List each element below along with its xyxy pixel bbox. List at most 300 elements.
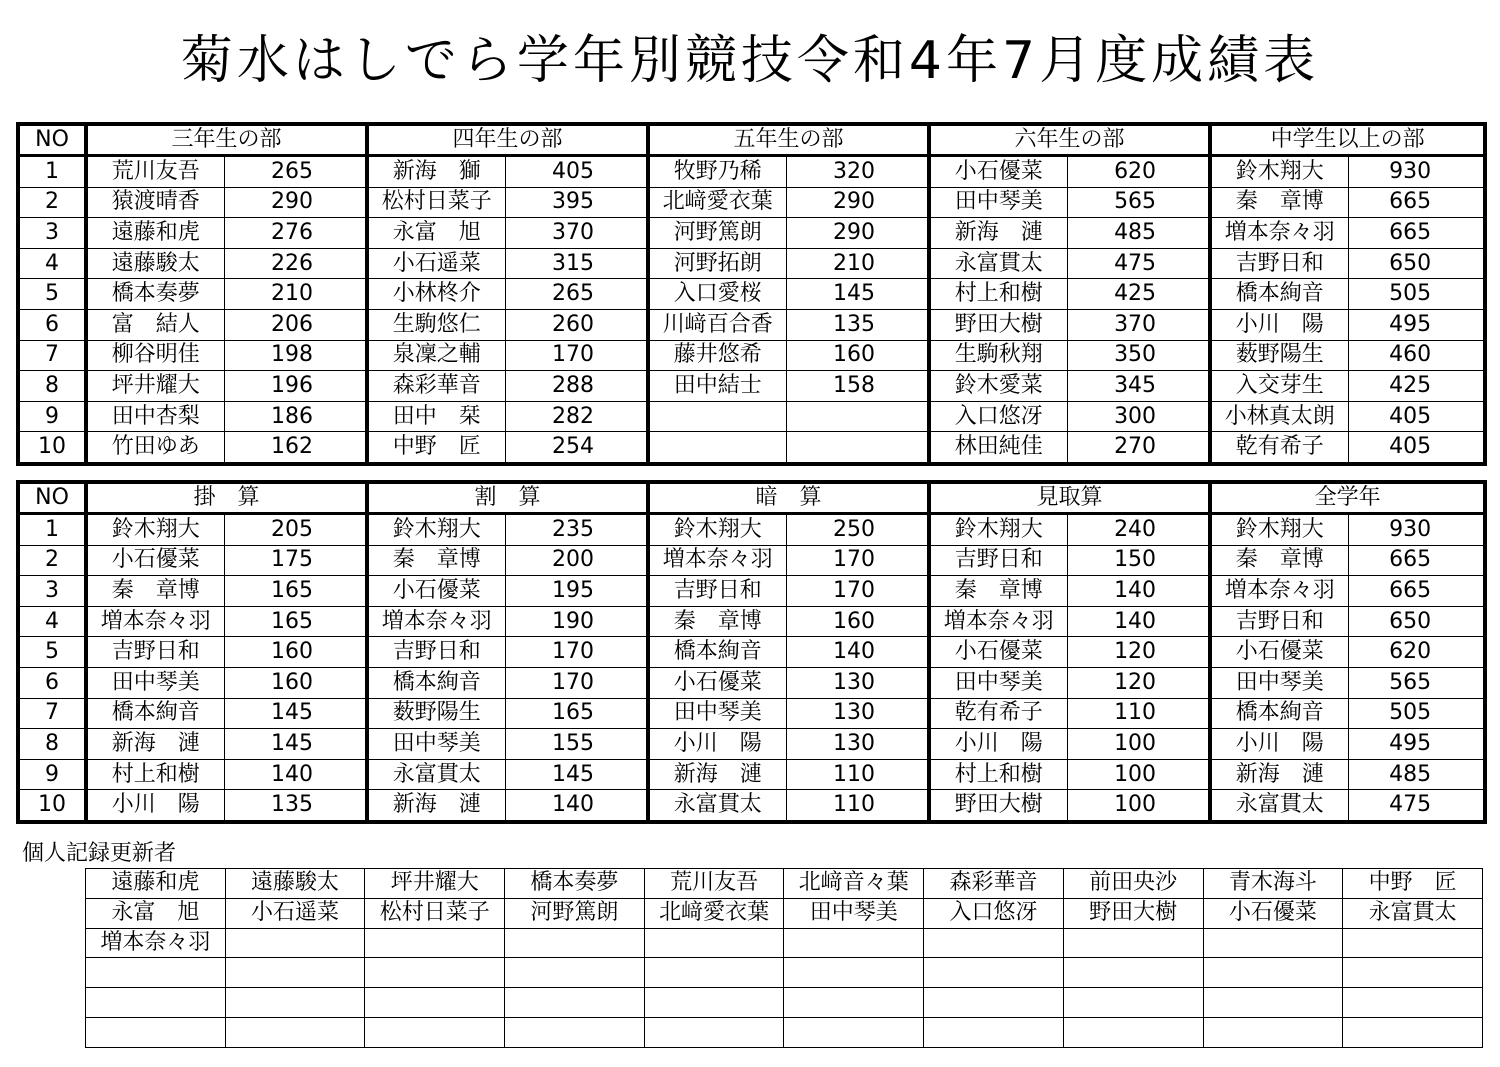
score-cell: 190 [505,606,648,637]
score-cell: 665 [1348,218,1485,249]
rank-number: 7 [18,698,86,729]
record-name-cell [924,1017,1064,1047]
rank-number: 7 [18,340,86,371]
score-cell: 160 [224,637,367,668]
rank-number: 6 [18,667,86,698]
event-ranking-table [16,480,1487,824]
score-cell: 665 [1348,187,1485,218]
record-name-cell [924,988,1064,1018]
name-cell: 新海 漣 [86,729,224,760]
score-cell: 930 [1348,514,1485,546]
score-cell: 370 [1067,309,1210,340]
table-row [18,790,1485,822]
name-cell: 鈴木翔大 [929,514,1067,546]
record-name-cell: 北﨑音々葉 [784,869,924,899]
score-cell: 186 [224,401,367,432]
name-cell: 吉野日和 [648,576,786,607]
records-label: 個人記録更新者 [22,841,177,866]
record-name-cell [784,958,924,988]
name-cell: 中野 匠 [367,432,505,464]
record-name-cell [644,988,784,1018]
record-name-cell [225,928,365,958]
record-name-cell [1063,1017,1203,1047]
name-cell: 永富貫太 [648,790,786,822]
table-row [18,698,1485,729]
no-header: NO [18,124,86,156]
record-name-cell [1063,988,1203,1018]
score-cell: 175 [224,545,367,576]
name-cell: 松村日菜子 [367,187,505,218]
name-cell: 田中 栞 [367,401,505,432]
name-cell: 田中琴美 [1210,667,1348,698]
score-cell: 206 [224,309,367,340]
name-cell: 竹田ゆあ [86,432,224,464]
name-cell: 小石優菜 [367,576,505,607]
record-name-cell: 野田大樹 [1063,898,1203,928]
record-name-cell [1203,928,1343,958]
score-cell: 270 [1067,432,1210,464]
table-row [18,545,1485,576]
record-name-cell [1203,958,1343,988]
name-cell: 田中杏梨 [86,401,224,432]
record-name-cell [784,1017,924,1047]
section-header: 全学年 [1210,482,1485,514]
score-cell: 320 [786,156,929,188]
name-cell: 増本奈々羽 [1210,218,1348,249]
record-row [86,958,1483,988]
record-name-cell [505,1017,645,1047]
score-cell: 145 [786,279,929,310]
record-name-cell [1343,988,1483,1018]
record-name-cell: 永富貫太 [1343,898,1483,928]
name-cell: 猿渡晴香 [86,187,224,218]
record-name-cell: 坪井耀大 [365,869,505,899]
table-row [18,340,1485,371]
name-cell: 小川 陽 [929,729,1067,760]
score-cell: 485 [1348,759,1485,790]
score-cell: 135 [786,309,929,340]
record-name-cell [1343,928,1483,958]
name-cell: 林田純佳 [929,432,1067,464]
name-cell: 吉野日和 [86,637,224,668]
rank-number: 10 [18,432,86,464]
name-cell: 小林真太朗 [1210,401,1348,432]
score-cell: 110 [1067,698,1210,729]
score-cell: 130 [786,667,929,698]
name-cell: 村上和樹 [86,759,224,790]
name-cell: 増本奈々羽 [86,606,224,637]
name-cell: 北﨑愛衣葉 [648,187,786,218]
score-cell: 650 [1348,606,1485,637]
record-name-cell [1343,1017,1483,1047]
record-name-cell [86,988,226,1018]
record-name-cell [225,988,365,1018]
section-header: 割 算 [367,482,648,514]
score-cell: 145 [224,698,367,729]
score-cell: 425 [1067,279,1210,310]
rank-number: 8 [18,371,86,402]
name-cell [648,432,786,464]
record-name-cell: 橋本奏夢 [505,869,645,899]
name-cell: 橋本絢音 [1210,279,1348,310]
score-cell: 265 [224,156,367,188]
rank-number: 6 [18,309,86,340]
score-cell: 300 [1067,401,1210,432]
name-cell: 秦 章博 [929,576,1067,607]
name-cell: 小川 陽 [1210,729,1348,760]
rank-number: 9 [18,759,86,790]
score-cell: 665 [1348,545,1485,576]
score-cell: 135 [224,790,367,822]
name-cell: 遠藤駿太 [86,248,224,279]
score-cell: 210 [224,279,367,310]
name-cell: 増本奈々羽 [367,606,505,637]
score-cell: 165 [505,698,648,729]
page-title: 菊水はしでら学年別競技令和4年7月度成績表 [180,31,1320,91]
table-row [18,514,1485,546]
name-cell: 牧野乃稀 [648,156,786,188]
section-header: 暗 算 [648,482,929,514]
section-header: 中学生以上の部 [1210,124,1485,156]
score-cell: 265 [505,279,648,310]
table-row [18,279,1485,310]
score-cell: 276 [224,218,367,249]
name-cell: 村上和樹 [929,759,1067,790]
name-cell: 橋本絢音 [86,698,224,729]
score-cell: 475 [1348,790,1485,822]
score-cell: 130 [786,698,929,729]
score-cell: 290 [224,187,367,218]
record-name-cell [505,988,645,1018]
score-cell: 505 [1348,279,1485,310]
score-cell: 226 [224,248,367,279]
rank-number: 3 [18,218,86,249]
section-header: 五年生の部 [648,124,929,156]
record-name-cell [1203,988,1343,1018]
name-cell: 橋本奏夢 [86,279,224,310]
name-cell: 河野拓朗 [648,248,786,279]
score-cell: 165 [224,606,367,637]
record-name-cell [225,1017,365,1047]
score-cell: 140 [505,790,648,822]
name-cell: 小川 陽 [1210,309,1348,340]
score-cell: 565 [1348,667,1485,698]
name-cell: 田中琴美 [929,187,1067,218]
table-row [18,248,1485,279]
record-name-cell [1063,958,1203,988]
score-cell: 930 [1348,156,1485,188]
record-row [86,1017,1483,1047]
name-cell: 荒川友吾 [86,156,224,188]
score-cell: 100 [1067,759,1210,790]
name-cell [648,401,786,432]
table-row [18,576,1485,607]
table-row [18,218,1485,249]
rank-number: 1 [18,156,86,188]
name-cell: 小石遥菜 [367,248,505,279]
score-cell: 665 [1348,576,1485,607]
score-cell [786,432,929,464]
table-row [18,156,1485,188]
score-cell: 196 [224,371,367,402]
name-cell: 坪井耀大 [86,371,224,402]
rank-number: 4 [18,606,86,637]
score-cell: 282 [505,401,648,432]
name-cell: 秦 章博 [1210,545,1348,576]
record-name-cell: 北﨑愛衣葉 [644,898,784,928]
grade-ranking-table [16,122,1487,466]
record-name-cell [505,928,645,958]
score-cell: 425 [1348,371,1485,402]
header-row [18,124,1485,156]
name-cell: 小川 陽 [86,790,224,822]
record-name-cell [365,988,505,1018]
name-cell: 橋本絢音 [648,637,786,668]
table-row [18,729,1485,760]
name-cell: 野田大樹 [929,790,1067,822]
record-name-cell [86,958,226,988]
table-row [18,432,1485,464]
record-row [86,988,1483,1018]
record-name-cell [365,958,505,988]
record-name-cell: 入口悠冴 [924,898,1064,928]
record-name-cell [644,928,784,958]
score-cell: 405 [1348,432,1485,464]
score-cell: 620 [1348,637,1485,668]
score-cell: 620 [1067,156,1210,188]
record-row [86,869,1483,899]
record-name-cell: 永富 旭 [86,898,226,928]
name-cell: 野田大樹 [929,309,1067,340]
table-row [18,667,1485,698]
name-cell: 鈴木翔大 [648,514,786,546]
name-cell: 田中琴美 [86,667,224,698]
name-cell: 田中琴美 [929,667,1067,698]
score-cell: 160 [786,606,929,637]
score-cell: 235 [505,514,648,546]
record-name-cell: 森彩華音 [924,869,1064,899]
name-cell: 田中結士 [648,371,786,402]
record-name-cell [365,1017,505,1047]
score-cell: 200 [505,545,648,576]
score-cell: 155 [505,729,648,760]
score-cell: 505 [1348,698,1485,729]
name-cell: 遠藤和虎 [86,218,224,249]
name-cell: 小石優菜 [648,667,786,698]
score-cell: 240 [1067,514,1210,546]
rank-number: 9 [18,401,86,432]
rank-number: 5 [18,637,86,668]
score-cell: 140 [224,759,367,790]
score-cell: 145 [224,729,367,760]
record-name-cell: 遠藤駿太 [225,869,365,899]
record-name-cell [505,958,645,988]
table-row [18,309,1485,340]
name-cell: 入口悠冴 [929,401,1067,432]
score-cell: 250 [786,514,929,546]
record-row [86,928,1483,958]
section-header: 三年生の部 [86,124,367,156]
name-cell: 秦 章博 [648,606,786,637]
score-cell: 140 [1067,576,1210,607]
record-name-cell: 前田央沙 [1063,869,1203,899]
score-cell: 315 [505,248,648,279]
name-cell: 小石優菜 [929,637,1067,668]
score-cell: 350 [1067,340,1210,371]
name-cell: 永富 旭 [367,218,505,249]
record-name-cell: 遠藤和虎 [86,869,226,899]
record-name-cell [644,1017,784,1047]
score-cell: 140 [786,637,929,668]
score-cell: 120 [1067,667,1210,698]
section-header: 掛 算 [86,482,367,514]
score-cell: 110 [786,790,929,822]
score-cell: 170 [505,637,648,668]
name-cell: 増本奈々羽 [1210,576,1348,607]
record-name-cell [365,928,505,958]
score-cell [786,401,929,432]
record-name-cell [644,958,784,988]
score-cell: 395 [505,187,648,218]
section-header: 見取算 [929,482,1210,514]
name-cell: 入口愛桜 [648,279,786,310]
name-cell: 小石優菜 [86,545,224,576]
no-header: NO [18,482,86,514]
name-cell: 新海 漣 [367,790,505,822]
name-cell: 小石優菜 [929,156,1067,188]
score-cell: 565 [1067,187,1210,218]
score-cell: 495 [1348,729,1485,760]
name-cell: 生駒秋翔 [929,340,1067,371]
record-holders-table [85,868,1483,1048]
record-name-cell [1343,958,1483,988]
rank-number: 3 [18,576,86,607]
name-cell: 新海 獅 [367,156,505,188]
score-cell: 100 [1067,790,1210,822]
table-row [18,606,1485,637]
score-cell: 120 [1067,637,1210,668]
name-cell: 増本奈々羽 [929,606,1067,637]
name-cell: 藤井悠希 [648,340,786,371]
name-cell: 乾有希子 [929,698,1067,729]
name-cell: 生駒悠仁 [367,309,505,340]
name-cell: 増本奈々羽 [648,545,786,576]
name-cell: 吉野日和 [1210,248,1348,279]
rank-number: 4 [18,248,86,279]
score-cell: 170 [505,667,648,698]
score-cell: 150 [1067,545,1210,576]
score-cell: 288 [505,371,648,402]
name-cell: 小林柊介 [367,279,505,310]
name-cell: 鈴木愛菜 [929,371,1067,402]
score-cell: 260 [505,309,648,340]
score-cell: 170 [786,545,929,576]
record-name-cell: 増本奈々羽 [86,928,226,958]
name-cell: 小石優菜 [1210,637,1348,668]
name-cell: 吉野日和 [1210,606,1348,637]
name-cell: 新海 漣 [648,759,786,790]
score-cell: 145 [505,759,648,790]
rank-number: 8 [18,729,86,760]
record-name-cell [225,958,365,988]
name-cell: 鈴木翔大 [1210,156,1348,188]
table-row [18,759,1485,790]
score-cell: 210 [786,248,929,279]
record-name-cell [86,1017,226,1047]
name-cell: 乾有希子 [1210,432,1348,464]
name-cell: 泉凜之輔 [367,340,505,371]
score-cell: 170 [505,340,648,371]
record-name-cell [924,928,1064,958]
section-header: 六年生の部 [929,124,1210,156]
name-cell: 田中琴美 [648,698,786,729]
score-cell: 110 [786,759,929,790]
score-cell: 170 [786,576,929,607]
section-header: 四年生の部 [367,124,648,156]
name-cell: 吉野日和 [929,545,1067,576]
name-cell: 新海 漣 [1210,759,1348,790]
name-cell: 田中琴美 [367,729,505,760]
name-cell: 秦 章博 [1210,187,1348,218]
record-name-cell: 青木海斗 [1203,869,1343,899]
name-cell: 川﨑百合香 [648,309,786,340]
rank-number: 2 [18,187,86,218]
score-cell: 475 [1067,248,1210,279]
score-cell: 485 [1067,218,1210,249]
name-cell: 柳谷明佳 [86,340,224,371]
score-cell: 205 [224,514,367,546]
rank-number: 2 [18,545,86,576]
name-cell: 河野篤朗 [648,218,786,249]
record-name-cell: 田中琴美 [784,898,924,928]
record-name-cell [784,988,924,1018]
name-cell: 橋本絢音 [1210,698,1348,729]
name-cell: 吉野日和 [367,637,505,668]
name-cell: 橋本絢音 [367,667,505,698]
record-name-cell [784,928,924,958]
name-cell: 小川 陽 [648,729,786,760]
table-row [18,187,1485,218]
table-row [18,401,1485,432]
name-cell: 鈴木翔大 [86,514,224,546]
score-cell: 140 [1067,606,1210,637]
record-name-cell [1203,1017,1343,1047]
score-cell: 290 [786,218,929,249]
rank-number: 1 [18,514,86,546]
record-name-cell [924,958,1064,988]
name-cell: 森彩華音 [367,371,505,402]
record-name-cell [1063,928,1203,958]
name-cell: 薮野陽生 [1210,340,1348,371]
score-cell: 345 [1067,371,1210,402]
record-name-cell: 中野 匠 [1343,869,1483,899]
name-cell: 秦 章博 [86,576,224,607]
name-cell: 薮野陽生 [367,698,505,729]
record-name-cell: 荒川友吾 [644,869,784,899]
name-cell: 入交芽生 [1210,371,1348,402]
score-cell: 130 [786,729,929,760]
name-cell: 鈴木翔大 [1210,514,1348,546]
score-cell: 195 [505,576,648,607]
rank-number: 5 [18,279,86,310]
score-cell: 158 [786,371,929,402]
name-cell: 永富貫太 [1210,790,1348,822]
name-cell: 新海 漣 [929,218,1067,249]
score-cell: 100 [1067,729,1210,760]
score-cell: 650 [1348,248,1485,279]
record-name-cell: 河野篤朗 [505,898,645,928]
header-row [18,482,1485,514]
